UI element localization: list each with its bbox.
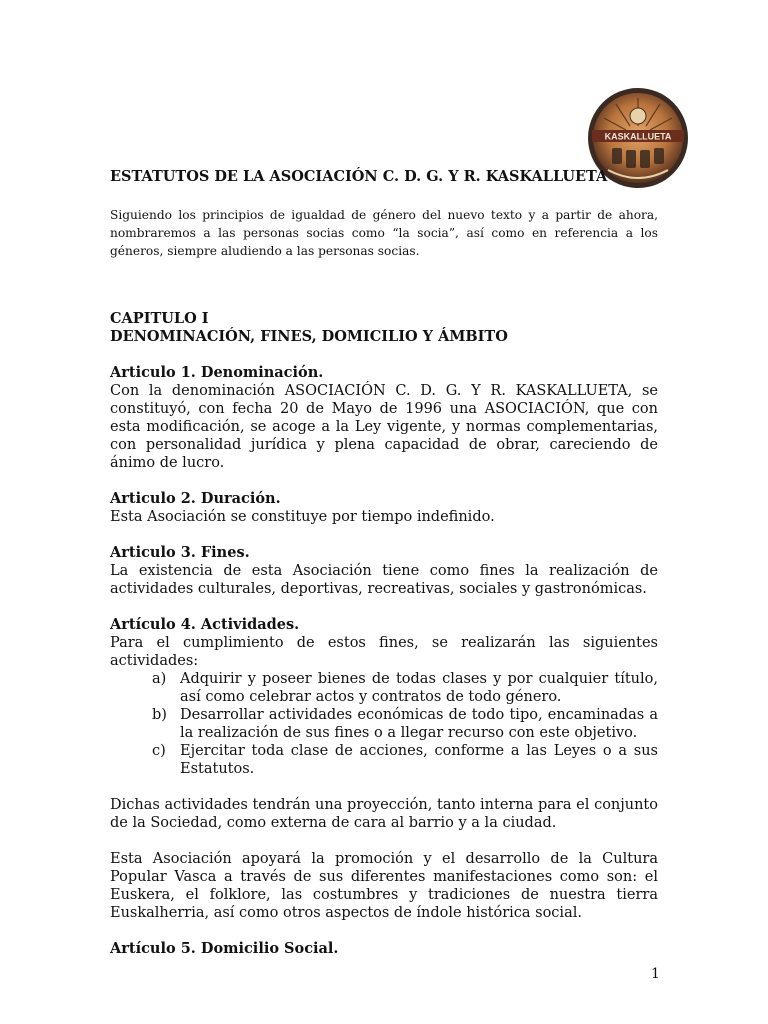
article-3 bbox=[110, 544, 658, 598]
document-content bbox=[110, 168, 658, 958]
list-marker: c) bbox=[152, 743, 166, 759]
logo-text: KASKALLUETA bbox=[604, 131, 672, 142]
article-4-paragraph-2: Esta Asociación apoyará la promoción y el desarrollo de la Cultura Popular Vasca a través de sus diferentes manifestaciones como son: el Euskera, el folklore, las costumbres y tradiciones de nuestra tierra Euskalherria, así como otros aspectos de índole histórica social. bbox=[110, 851, 658, 921]
article-2-title: Articulo 2. Duración. bbox=[110, 490, 281, 507]
list-item-text: Ejercitar toda clase de acciones, conforme a las Leyes o a sus Estatutos. bbox=[180, 743, 658, 777]
intro-paragraph: Siguiendo los principios de igualdad de género del nuevo texto y a partir de ahora, nombraremos a las personas socias como “la socia”, así como en referencia a los géneros, siempre aludiendo a las personas socias. bbox=[110, 208, 658, 258]
article-1-body: Con la denominación ASOCIACIÓN C. D. G. Y R. KASKALLUETA, se constituyó, con fecha 20 de Mayo de 1996 una ASOCIACIÓN, que con esta modificación, se acoge a la Ley vigente, y normas complementarias, con personalidad jurídica y plena capacidad de obrar, careciendo de ánimo de lucro. bbox=[110, 383, 658, 471]
chapter-number: CAPITULO I bbox=[110, 310, 209, 327]
article-4-title: Artículo 4. Actividades. bbox=[110, 616, 300, 633]
chapter-heading bbox=[110, 310, 658, 346]
list-item-text: Desarrollar actividades económicas de todo tipo, encaminadas a la realización de sus fines o a llegar recurso con este objetivo. bbox=[180, 707, 658, 741]
article-3-body: La existencia de esta Asociación tiene como fines la realización de actividades culturales, deportivas, recreativas, sociales y gastronómicas. bbox=[110, 563, 658, 597]
article-4-paragraph-1: Dichas actividades tendrán una proyección, tanto interna para el conjunto de la Sociedad, como externa de cara al barrio y a la ciudad. bbox=[110, 797, 658, 831]
article-2 bbox=[110, 490, 658, 526]
page-number: 1 bbox=[651, 966, 660, 982]
activities-list bbox=[110, 670, 658, 778]
article-4-body: Para el cumplimiento de estos fines, se realizarán las siguientes actividades: bbox=[110, 635, 658, 669]
list-marker: a) bbox=[152, 671, 167, 687]
list-item bbox=[152, 742, 658, 778]
article-5 bbox=[110, 940, 658, 958]
document-title: ESTATUTOS DE LA ASOCIACIÓN C. D. G. Y R. KASKALLUETA bbox=[110, 168, 608, 185]
article-5-title: Artículo 5. Domicilio Social. bbox=[110, 940, 339, 957]
article-2-body: Esta Asociación se constituye por tiempo indefinido. bbox=[110, 509, 495, 525]
article-3-title: Articulo 3. Fines. bbox=[110, 544, 250, 561]
list-item bbox=[152, 706, 658, 742]
list-marker: b) bbox=[152, 707, 167, 723]
article-1-title: Articulo 1. Denominación. bbox=[110, 364, 324, 381]
article-1 bbox=[110, 364, 658, 472]
list-item-text: Adquirir y poseer bienes de todas clases y por cualquier título, así como celebrar actos y contratos de todo género. bbox=[180, 671, 658, 705]
article-4 bbox=[110, 616, 658, 922]
list-item bbox=[152, 670, 658, 706]
chapter-name: DENOMINACIÓN, FINES, DOMICILIO Y ÁMBITO bbox=[110, 328, 508, 345]
